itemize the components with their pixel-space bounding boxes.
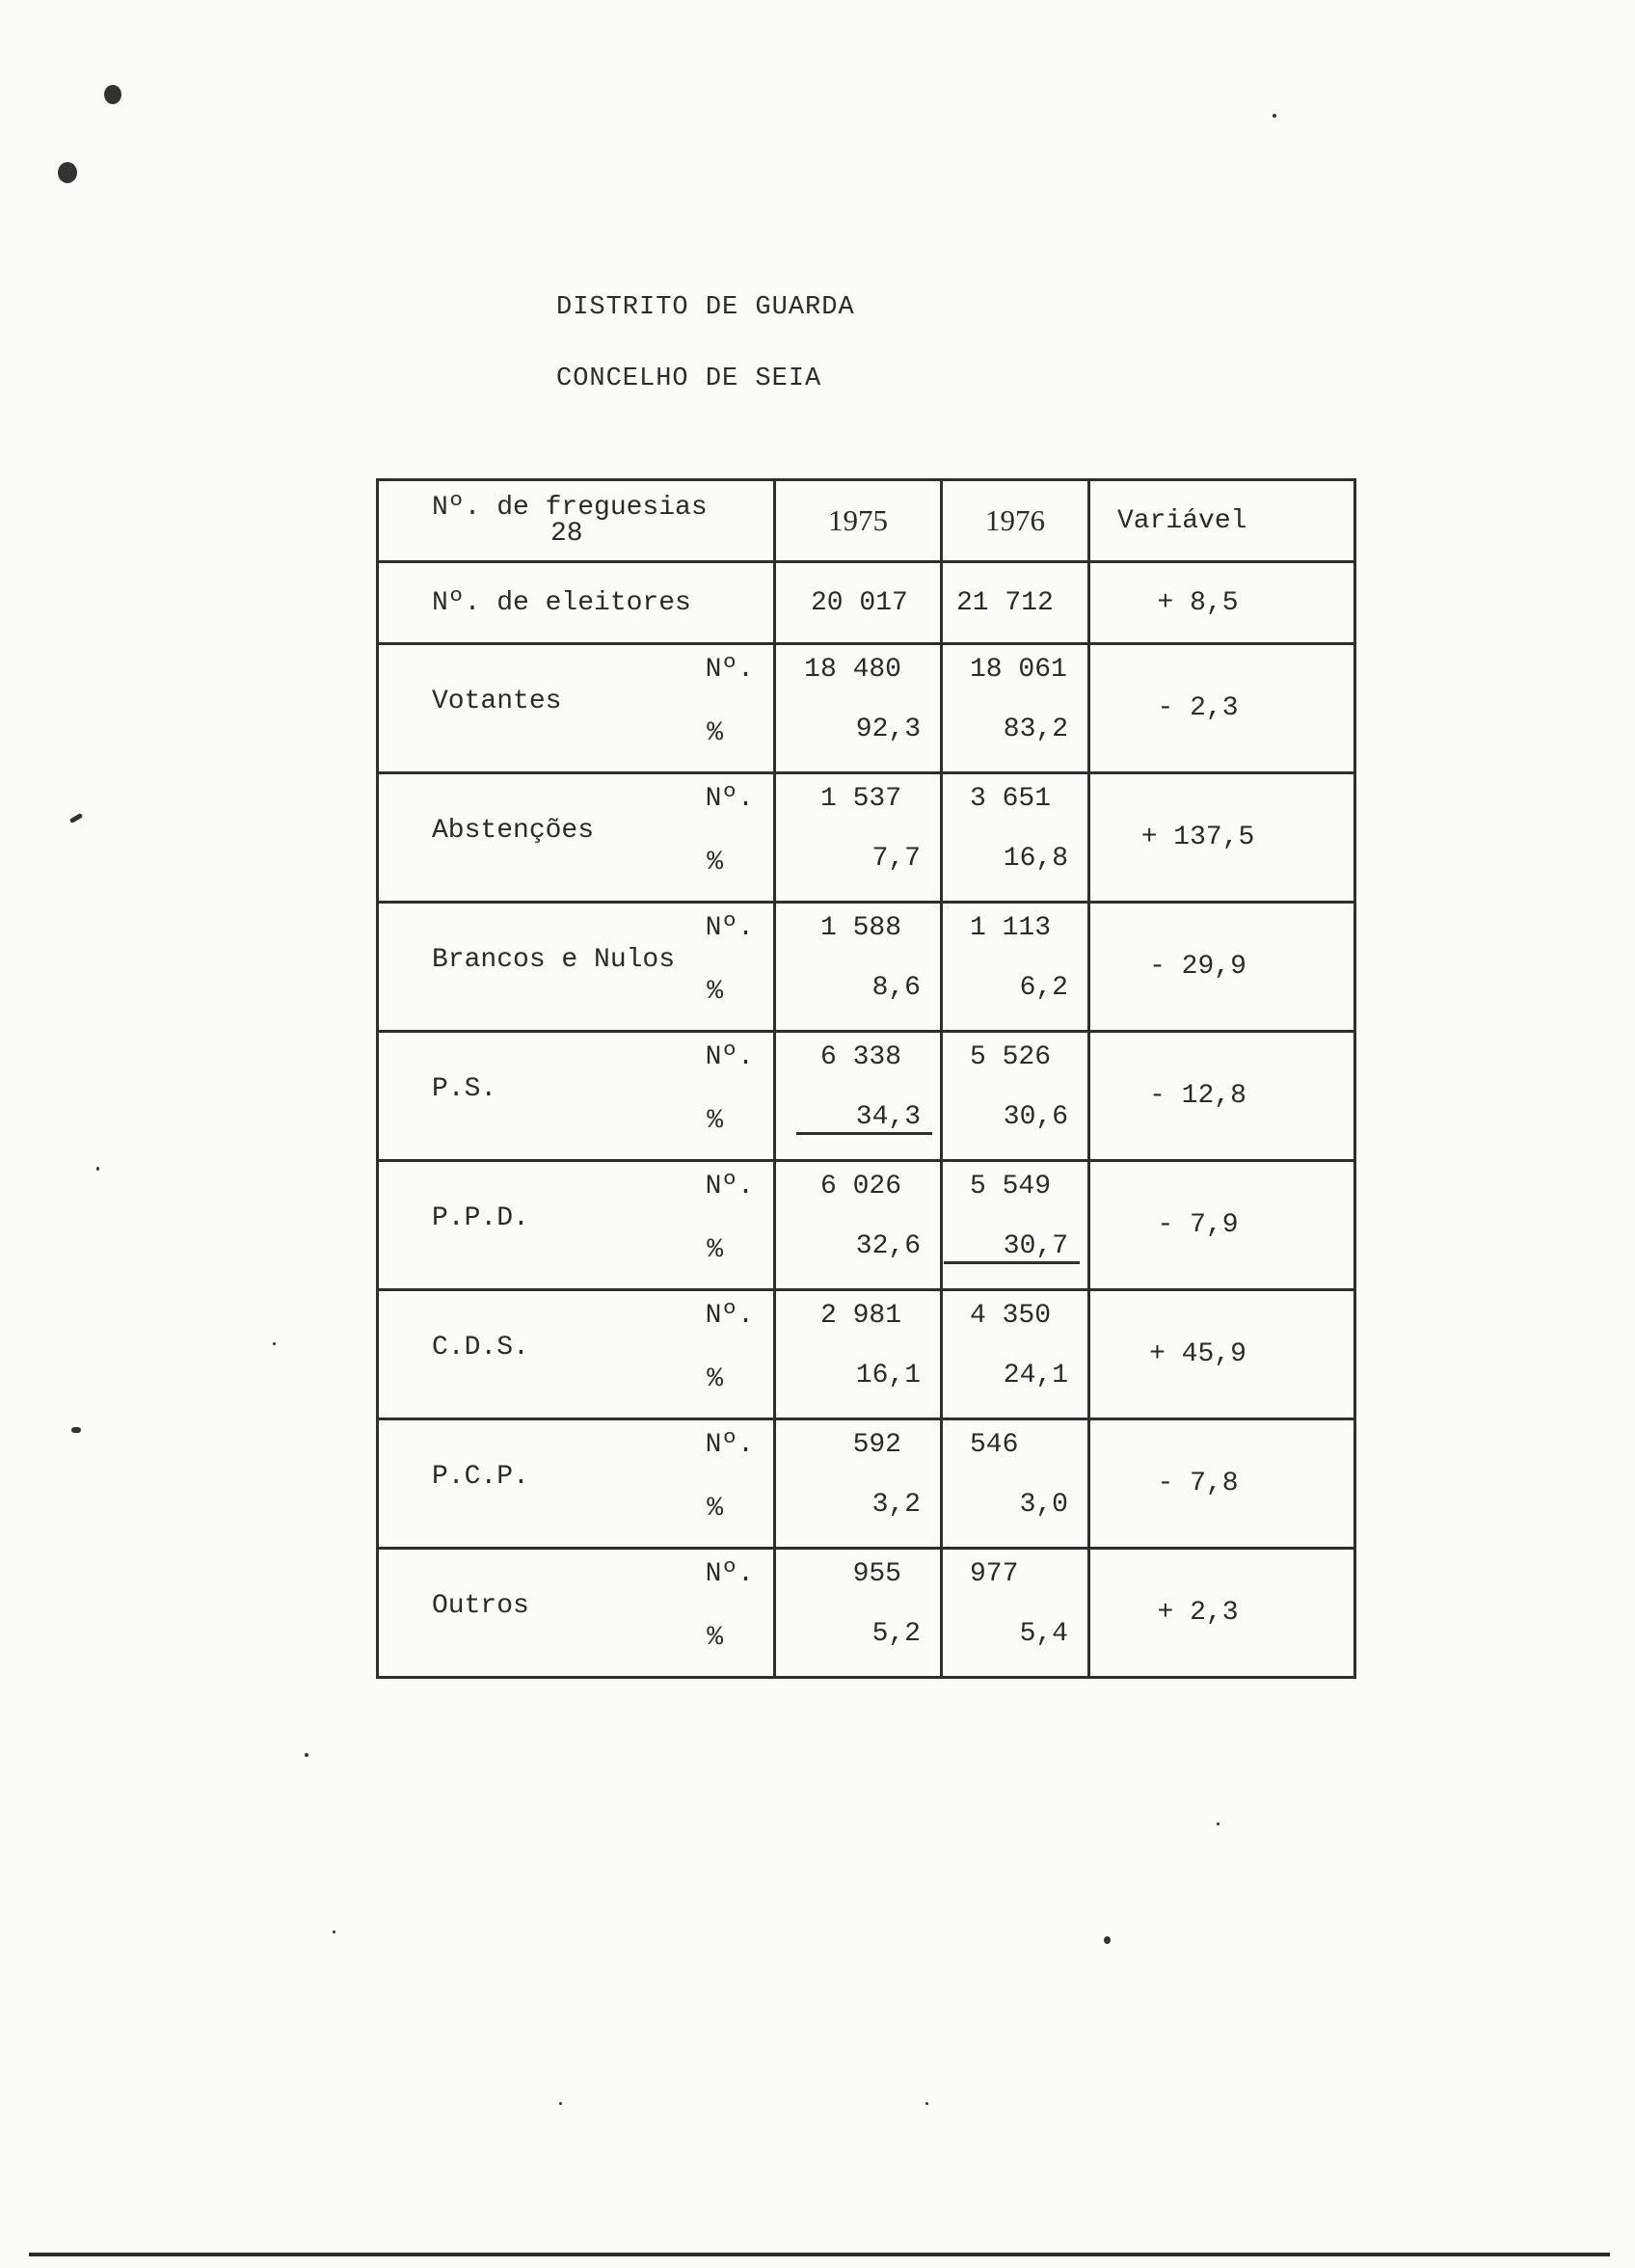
- row-variation: - 2,3: [1089, 644, 1355, 773]
- parishes-cell: [378, 480, 775, 562]
- parishes-label: Nº. de freguesias: [432, 493, 708, 523]
- percent-marker: %: [707, 848, 723, 878]
- percent-1976: 5,4: [1019, 1619, 1068, 1649]
- percent-marker: %: [707, 1494, 723, 1524]
- row-label: Votantes: [432, 687, 562, 716]
- values-1975-cell: [775, 644, 942, 773]
- table-row: [378, 644, 1355, 773]
- row-label-cell: [378, 1161, 775, 1290]
- count-1975: 955: [852, 1559, 901, 1589]
- values-1976-cell: [942, 1549, 1089, 1678]
- year-1976-header: 1976: [942, 480, 1089, 562]
- percent-1976: 6,2: [1019, 973, 1068, 1003]
- table-row: [378, 1549, 1355, 1678]
- table-row: [378, 903, 1355, 1032]
- count-1975: 2 981: [819, 1301, 901, 1331]
- year-1975-header: 1975: [775, 480, 942, 562]
- count-marker: Nº.: [705, 784, 754, 814]
- values-1976-cell: [942, 773, 1089, 903]
- row-label-cell: [378, 1419, 775, 1549]
- table-row: [378, 1161, 1355, 1290]
- percent-1975: 16,1: [855, 1361, 921, 1390]
- values-1975-cell: [775, 1290, 942, 1419]
- count-1975: 6 026: [819, 1172, 901, 1202]
- count-marker: Nº.: [705, 1301, 754, 1331]
- scan-speck: [305, 1753, 308, 1757]
- district-heading: DISTRITO DE GUARDA: [556, 293, 855, 322]
- values-1976-cell: [942, 903, 1089, 1032]
- count-1976: 18 061: [970, 655, 1067, 685]
- count-1975: 1 588: [819, 913, 901, 943]
- percent-1976: 30,6: [1003, 1102, 1068, 1132]
- table-row: [378, 1419, 1355, 1549]
- row-variation: - 7,9: [1089, 1161, 1355, 1290]
- row-variation: - 29,9: [1089, 903, 1355, 1032]
- table-row: [378, 1032, 1355, 1161]
- row-variation: + 45,9: [1089, 1290, 1355, 1419]
- count-1975: 1 537: [819, 784, 901, 814]
- scan-speck: [559, 2102, 562, 2105]
- percent-1975: 3,2: [871, 1490, 921, 1520]
- row-variation: - 7,8: [1089, 1419, 1355, 1549]
- percent-marker: %: [707, 1106, 723, 1136]
- percent-marker: %: [707, 718, 723, 748]
- count-1976: 546: [970, 1430, 1019, 1460]
- table-row: [378, 1290, 1355, 1419]
- percent-1975: 32,6: [855, 1231, 921, 1261]
- scan-speck: [1273, 114, 1276, 118]
- count-1975: 18 480: [804, 655, 901, 685]
- percent-1976: 30,7: [944, 1231, 1080, 1264]
- percent-marker: %: [707, 1235, 723, 1265]
- row-label: Abstenções: [432, 816, 595, 846]
- count-marker: Nº.: [705, 1559, 754, 1589]
- row-label-cell: [378, 773, 775, 903]
- count-1976: 5 549: [970, 1172, 1052, 1202]
- scan-speck: [104, 85, 121, 104]
- row-label: C.D.S.: [432, 1333, 529, 1363]
- row-label: P.C.P.: [432, 1462, 529, 1492]
- electors-row: [378, 562, 1355, 644]
- values-1976-cell: [942, 644, 1089, 773]
- values-1976-cell: [942, 1032, 1089, 1161]
- table-row: [378, 773, 1355, 903]
- values-1975-cell: [775, 1161, 942, 1290]
- electors-label: Nº. de eleitores: [378, 562, 775, 644]
- percent-1976: 83,2: [1003, 715, 1068, 744]
- values-1975-cell: [775, 1032, 942, 1161]
- electors-variation: + 8,5: [1089, 562, 1355, 644]
- percent-1976: 16,8: [1003, 844, 1068, 874]
- count-marker: Nº.: [705, 1430, 754, 1460]
- parishes-count: 28: [550, 519, 583, 549]
- count-1975: 592: [852, 1430, 901, 1460]
- percent-marker: %: [707, 1623, 723, 1653]
- scan-speck: [333, 1930, 335, 1933]
- percent-1975: 8,6: [871, 973, 921, 1003]
- scan-speck: [69, 813, 84, 824]
- scan-speck: [96, 1167, 99, 1171]
- election-results-table: [376, 478, 1356, 1679]
- count-1976: 977: [970, 1559, 1019, 1589]
- row-label: Brancos e Nulos: [432, 945, 676, 975]
- count-marker: Nº.: [705, 1042, 754, 1072]
- table-header-row: [378, 480, 1355, 562]
- row-label-cell: [378, 644, 775, 773]
- bottom-rule: [29, 2253, 1610, 2256]
- electors-1975: 20 017: [775, 562, 942, 644]
- scan-speck: [58, 162, 77, 183]
- percent-1975: 7,7: [871, 844, 921, 874]
- values-1975-cell: [775, 773, 942, 903]
- values-1976-cell: [942, 1419, 1089, 1549]
- values-1976-cell: [942, 1290, 1089, 1419]
- values-1975-cell: [775, 1549, 942, 1678]
- values-1975-cell: [775, 903, 942, 1032]
- scan-speck: [71, 1427, 81, 1433]
- scan-speck: [1217, 1822, 1220, 1825]
- percent-1975: 92,3: [855, 715, 921, 744]
- row-label: Outros: [432, 1591, 529, 1621]
- row-label: P.S.: [432, 1074, 497, 1104]
- percent-1976: 24,1: [1003, 1361, 1068, 1390]
- values-1976-cell: [942, 1161, 1089, 1290]
- percent-marker: %: [707, 1364, 723, 1394]
- percent-1975: 34,3: [796, 1102, 932, 1135]
- count-1976: 3 651: [970, 784, 1052, 814]
- row-label-cell: [378, 903, 775, 1032]
- council-heading: CONCELHO DE SEIA: [556, 364, 822, 393]
- count-marker: Nº.: [705, 655, 754, 685]
- scan-speck: [925, 2102, 928, 2105]
- scan-speck: [273, 1342, 276, 1345]
- row-variation: + 137,5: [1089, 773, 1355, 903]
- count-1975: 6 338: [819, 1042, 901, 1072]
- count-marker: Nº.: [705, 1172, 754, 1202]
- row-variation: + 2,3: [1089, 1549, 1355, 1678]
- count-1976: 5 526: [970, 1042, 1052, 1072]
- row-label: P.P.D.: [432, 1203, 529, 1233]
- count-1976: 1 113: [970, 913, 1052, 943]
- count-1976: 4 350: [970, 1301, 1052, 1331]
- percent-1976: 3,0: [1019, 1490, 1068, 1520]
- scan-speck: [1104, 1936, 1111, 1944]
- count-marker: Nº.: [705, 913, 754, 943]
- percent-1975: 5,2: [871, 1619, 921, 1649]
- variation-header: Variável: [1089, 480, 1355, 562]
- values-1975-cell: [775, 1419, 942, 1549]
- row-label-cell: [378, 1549, 775, 1678]
- percent-marker: %: [707, 977, 723, 1007]
- electors-1976: 21 712: [942, 562, 1089, 644]
- row-variation: - 12,8: [1089, 1032, 1355, 1161]
- row-label-cell: [378, 1290, 775, 1419]
- row-label-cell: [378, 1032, 775, 1161]
